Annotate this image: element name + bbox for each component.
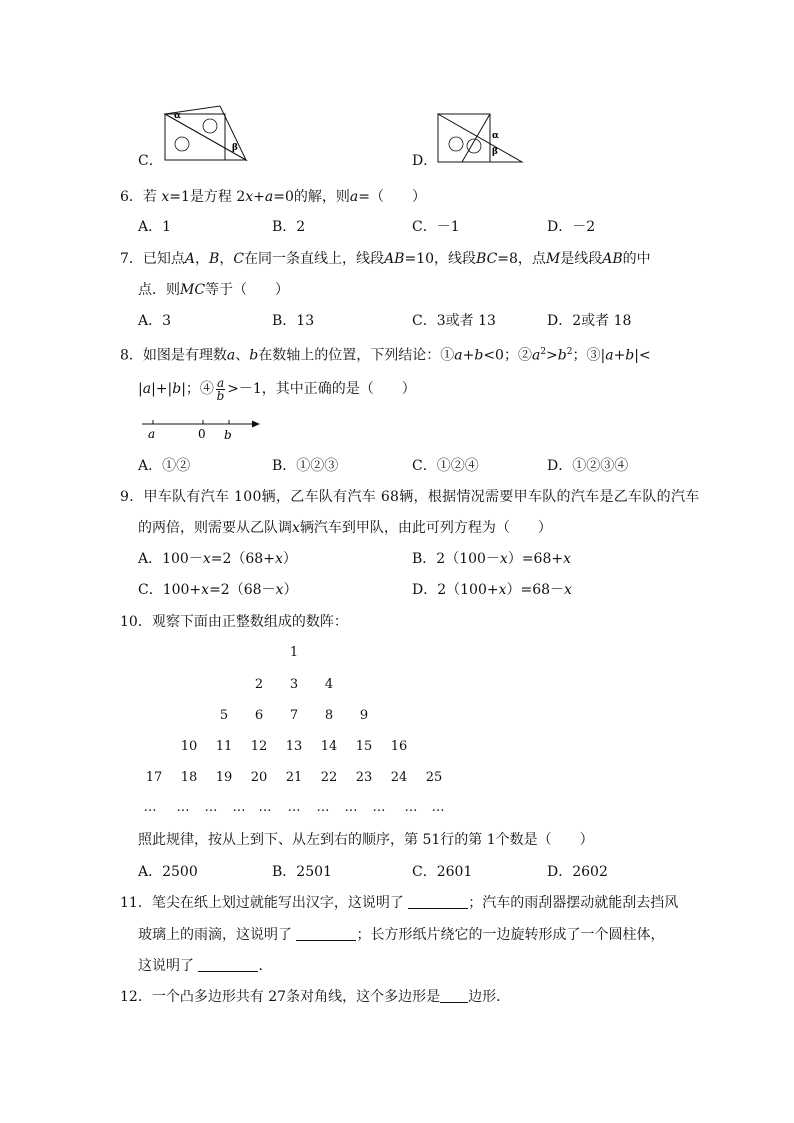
number-array-ellipsis: … bbox=[344, 800, 358, 815]
number-array-cell: 4 bbox=[324, 677, 334, 692]
number-array-ellipsis: … bbox=[258, 800, 272, 815]
number-array-cell: 23 bbox=[355, 770, 373, 785]
question-11-line-2: 玻璃上的雨滴，这说明了 ；长方形纸片绕它的一边旋转形成了一个圆柱体， bbox=[138, 927, 665, 943]
q10-option-b[interactable]: B．2501 bbox=[272, 864, 332, 880]
numline-label-b: b bbox=[224, 428, 232, 442]
number-array-ellipsis: … bbox=[204, 800, 218, 815]
alpha-label: α bbox=[174, 111, 181, 121]
number-array-cell: 8 bbox=[324, 708, 334, 723]
number-array-cell: 5 bbox=[219, 708, 229, 723]
q7-option-b[interactable]: B．13 bbox=[272, 313, 315, 329]
number-array-cell: 22 bbox=[320, 770, 338, 785]
q10-option-c[interactable]: C．2601 bbox=[412, 864, 473, 880]
beta-label: β bbox=[492, 147, 498, 157]
number-array-cell: 25 bbox=[425, 770, 443, 785]
beta-label: β bbox=[232, 143, 238, 153]
q6-option-b[interactable]: B．2 bbox=[272, 219, 306, 235]
number-array-cell: 16 bbox=[390, 739, 408, 754]
number-array-cell: 20 bbox=[250, 770, 268, 785]
question-7-line-2: 点．则MC等于（ ） bbox=[138, 282, 290, 298]
question-9-line-1: 9．甲车队有汽车 100辆，乙车队有汽车 68辆，根据情况需要甲车队的汽车是乙车队的汽车 bbox=[120, 489, 700, 505]
option-d-label: D． bbox=[412, 153, 438, 169]
q8-option-b[interactable]: B．①②③ bbox=[272, 458, 339, 474]
figure-option-c bbox=[160, 104, 252, 164]
number-line bbox=[140, 414, 264, 442]
figure-option-d bbox=[434, 108, 526, 166]
fraction-a-over-b: $\frac{a}{b}$ bbox=[216, 375, 225, 403]
question-9-line-2: 的两倍，则需要从乙队调x辆汽车到甲队，由此可列方程为（ ） bbox=[138, 520, 552, 536]
question-12: 12．一个凸多边形共有 27条对角线，这个多边形是 边形． bbox=[120, 989, 511, 1005]
number-array-cell: 15 bbox=[355, 739, 373, 754]
q9-option-d[interactable]: D．2（100+x）=68－x bbox=[412, 582, 572, 598]
number-array-cell: 9 bbox=[359, 708, 369, 723]
q6-option-a[interactable]: A．1 bbox=[138, 219, 172, 235]
q7-option-a[interactable]: A．3 bbox=[138, 313, 172, 329]
q8-option-d[interactable]: D．①②③④ bbox=[547, 458, 629, 474]
question-11-line-1: 11．笔尖在纸上划过就能写出汉字，这说明了 ；汽车的雨刮器摆动就能刮去挡风 bbox=[120, 895, 679, 911]
number-array-cell: 10 bbox=[180, 739, 198, 754]
number-array-cell: 12 bbox=[250, 739, 268, 754]
q10-option-d[interactable]: D．2602 bbox=[547, 864, 608, 880]
q9-option-a[interactable]: A．100－x=2（68+x） bbox=[138, 551, 297, 567]
number-array-cell: 3 bbox=[289, 677, 299, 692]
number-array-ellipsis: … bbox=[404, 800, 418, 815]
option-c-label: C． bbox=[138, 153, 163, 169]
number-array-ellipsis: … bbox=[232, 800, 246, 815]
numline-label-0: 0 bbox=[198, 427, 206, 441]
question-10-stem: 10．观察下面由正整数组成的数阵： bbox=[120, 614, 348, 630]
numline-label-a: a bbox=[148, 427, 156, 441]
q7-option-d[interactable]: D．2或者 18 bbox=[547, 313, 632, 329]
q8-option-a[interactable]: A．①② bbox=[138, 458, 191, 474]
q7-option-c[interactable]: C．3或者 13 bbox=[412, 313, 496, 329]
number-array-ellipsis: … bbox=[287, 800, 301, 815]
number-array-ellipsis: … bbox=[372, 800, 386, 815]
number-array-cell: 14 bbox=[320, 739, 338, 754]
number-array-cell: 17 bbox=[145, 770, 163, 785]
question-6-stem: 6．若 x=1是方程 2x+a=0的解，则a=（ ） bbox=[120, 189, 426, 205]
answer-blank-1[interactable] bbox=[408, 893, 468, 909]
q6-option-c[interactable]: C．－1 bbox=[412, 219, 460, 235]
number-array-cell: 18 bbox=[180, 770, 198, 785]
q9-option-b[interactable]: B．2（100－x）=68+x bbox=[412, 551, 572, 567]
number-array-ellipsis: … bbox=[316, 800, 330, 815]
number-array-cell: 19 bbox=[215, 770, 233, 785]
q6-option-d[interactable]: D．－2 bbox=[547, 219, 596, 235]
number-array-cell: 13 bbox=[285, 739, 303, 754]
answer-blank-2[interactable] bbox=[296, 925, 356, 941]
question-10-rule: 照此规律，按从上到下、从左到右的顺序，第 51行的第 1个数是（ ） bbox=[138, 832, 594, 848]
answer-blank-4[interactable] bbox=[440, 987, 468, 1003]
question-11-line-3: 这说明了 ． bbox=[138, 958, 273, 974]
number-array-cell: 6 bbox=[254, 708, 264, 723]
question-7-line-1: 7．已知点A，B，C在同一条直线上，线段AB=10，线段BC=8，点M是线段AB的中 bbox=[120, 251, 651, 267]
number-array-cell: 7 bbox=[289, 708, 299, 723]
alpha-label: α bbox=[492, 131, 499, 141]
number-array-ellipsis: … bbox=[176, 800, 190, 815]
number-array-cell: 24 bbox=[390, 770, 408, 785]
number-array-ellipsis: … bbox=[143, 800, 157, 815]
answer-blank-3[interactable] bbox=[198, 956, 258, 972]
number-array-cell: 1 bbox=[289, 645, 299, 660]
question-8-line-2: |a|+|b|；④ $\frac{a}{b}$ >－1，其中正确的是（ ） bbox=[138, 375, 416, 403]
q10-option-a[interactable]: A．2500 bbox=[138, 864, 198, 880]
number-array-cell: 21 bbox=[285, 770, 303, 785]
number-array-cell: 2 bbox=[254, 677, 264, 692]
number-array-ellipsis: … bbox=[431, 800, 445, 815]
question-8-line-1: 8．如图是有理数a、b在数轴上的位置，下列结论：①a+b<0；$②a^2>b^2$；③|a+b|< bbox=[120, 347, 651, 364]
number-array-cell: 11 bbox=[215, 739, 233, 754]
q9-option-c[interactable]: C．100+x=2（68－x） bbox=[138, 582, 298, 598]
q8-option-c[interactable]: C．①②④ bbox=[412, 458, 479, 474]
